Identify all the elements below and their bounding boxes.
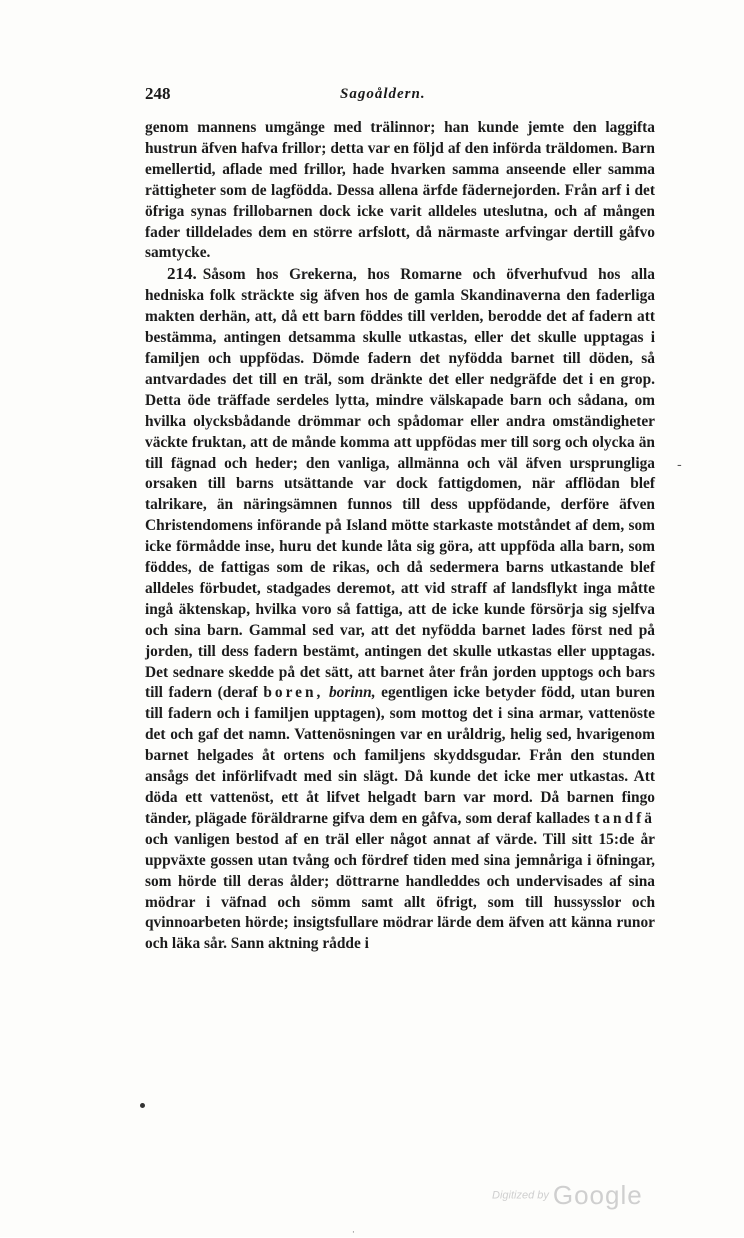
- ink-dot: [140, 1103, 145, 1108]
- paragraph-section-214: [145, 264, 655, 955]
- digitized-watermark: [492, 1180, 643, 1211]
- margin-mark: -: [677, 457, 682, 473]
- paragraph-text-part-2: egentligen icke betyder född, utan buren till fadern och i familjen upptagen), som mottog det i sina armar, vattenöste det och gaf det namn. Vattenösningen var en uråldrig, helig sed, hvarigenom barnet helgades åt ortens och familjens skyddsgudar. Från den stunden ansågs det införlifvadt med sin slägt. Då kunde det icke mer utkastas. Att döda ett vattenöst, ett åt lifvet helgadt barn var mord. Då barnen fingo tänder, plägade föräldrarne gifva dem en gåfva, som deraf kallades: [145, 684, 655, 827]
- running-title: Sagoåldern.: [340, 86, 426, 102]
- paragraph-continuation: genom mannens umgänge med trälinnor; han kunde jemte den laggifta hustrun äfven hafva frillor; detta var en följd af den införda träldomen. Barn emellertid, aflade med frillor, hade hvarken samma anseende eller samma rättigheter som de lagfödda. Dessa allena ärfde fädernejorden. Från arf i det öfriga synas frillobarnen dock icke varit alldeles uteslutna, och af mången fader tilldelades dem en större arfslott, då närmaste arfvingar dertill gåfvo samtycke.: [145, 119, 655, 262]
- page-header: [145, 84, 645, 108]
- footer-mark: ·: [352, 1228, 356, 1238]
- body-text: [145, 118, 655, 955]
- spaced-word-boren: boren,: [263, 684, 324, 702]
- watermark-prefix: Digitized by: [492, 1189, 549, 1202]
- watermark-brand: Google: [552, 1180, 643, 1210]
- section-number: 214.: [167, 264, 197, 284]
- spaced-word-tandfa: tandfä: [594, 809, 655, 827]
- paragraph-text-part-3: och vanligen bestod af en träl eller något annat af värde. Till sitt 15:de år uppväxte gossen utan tvång och fördref tiden med sina jemnåriga i öfningar, som hörde till deras ålder; döttrarne handleddes och undervisades af sina mödrar i väfnad och sömm samt allt öfrigt, som till hussysslor och qvinnoarbeten hörde; insigtsfullare mödrar lärde dem äfven att känna runor och läka sår. Sann aktning rådde i: [145, 830, 655, 953]
- italic-word-borinn: borinn,: [328, 684, 376, 702]
- paragraph-text-part-1: Såsom hos Grekerna, hos Romarne och öfverhufvud hos alla hedniska folk sträckte sig äfven hos de gamla Skandinaverna den faderliga makten derhän, att, då ett barn föddes till verlden, berodde det af fadern att bestämma, antingen detsamma skulle utkastas, eller det skulle upptagas i familjen och uppfödas. Dömde fadern det nyfödda barnet till döden, så antvardades det till en träl, som dränkte det eller nedgräfde det i en grop. Detta öde träffade serdeles lytta, mindre välskapade barn och sådana, om hvilka olycksbådande drömmar och spådomar eller andra omständigheter väckte fruktan, att de månde komma att uppfödas mer till sorg och olycka än till fägnad och heder; den vanliga, allmänna och väl äfven ursprungliga orsaken till barns utsättande var dock fattigdomen, när afflödan blef talrikare, än näringsämnen funnos till dess uppfödande, derföre äfven Christendomens införande på Island mötte starkaste motståndet af dem, som icke förmådde inse, huru det kunde låta sig göra, att uppföda alla barn, som föddes, de fattigas som de rikas, och då sedermera barns utkastande blef alldeles förbudet, stadgades deremot, att vid straff af landsflykt inga måtte ingå äktenskap, hvilka voro så fattiga, att de icke kunde försörja sig sjelfva och sina barn. Gammal sed var, att det nyfödda barnet lades först ned på jorden, till dess fadern bestämt, antingen det skulle utkastas eller upptagas. Det sednare skedde på det sätt, att barnet åter från jorden upptogs och bars till fadern (deraf: [145, 266, 655, 702]
- page-number: 248: [145, 84, 171, 103]
